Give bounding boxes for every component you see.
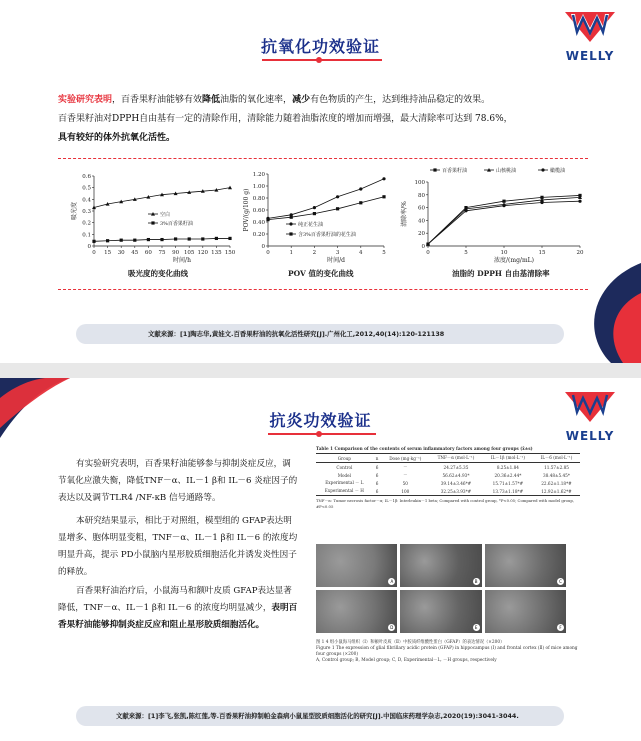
table-cell: Model bbox=[337, 472, 351, 478]
divider-top bbox=[58, 158, 588, 159]
micrograph-label: E bbox=[473, 624, 480, 631]
data-point bbox=[426, 242, 429, 245]
title-underline bbox=[262, 59, 382, 61]
table-header-cell: n bbox=[375, 455, 379, 461]
paragraph-text: ，百香果籽油能够有效 bbox=[112, 95, 203, 105]
x-tick-label: 1 bbox=[289, 250, 293, 256]
table-cell: 6 bbox=[375, 464, 379, 470]
dpph-chart bbox=[398, 162, 588, 268]
intro-paragraph bbox=[58, 91, 578, 148]
table-header-cell: Group bbox=[337, 455, 351, 461]
figure-caption-cn: 图 1 4 组小鼠海马组织（Ⅰ）和额叶皮质（Ⅱ）中胶质纤维酸性蛋白（GFAP）的表达情况（×200） bbox=[316, 640, 505, 645]
data-point bbox=[289, 222, 292, 225]
micrograph-image bbox=[400, 544, 481, 587]
slide-antioxidant bbox=[0, 0, 641, 363]
chart-caption: POV 值的变化曲线 bbox=[288, 269, 354, 278]
x-tick-label: 0 bbox=[92, 250, 96, 256]
title-underline-dot bbox=[316, 57, 322, 63]
series-line bbox=[268, 197, 384, 220]
table-cell: 39.14±3.46*# bbox=[440, 480, 472, 486]
pov-chart bbox=[242, 168, 392, 268]
series-line bbox=[94, 188, 230, 208]
legend bbox=[148, 211, 193, 227]
data-point bbox=[106, 239, 109, 242]
table-header-cell: Dose (mg·kg⁻¹) bbox=[389, 455, 422, 461]
data-point bbox=[313, 212, 316, 215]
x-axis-label: 浓度/(mg/mL) bbox=[494, 257, 534, 264]
y-axis-label: 清除率/% bbox=[401, 201, 408, 227]
logo-text: WELLY bbox=[565, 49, 615, 63]
legend-label: 纯正花生油 bbox=[298, 222, 324, 228]
logo-text: WELLY bbox=[565, 429, 615, 443]
table-cell: 6 bbox=[375, 472, 379, 478]
data-point bbox=[133, 239, 136, 242]
y-axis-label: 吸光度 bbox=[71, 201, 78, 221]
chart-caption: 吸光度的变化曲线 bbox=[128, 269, 188, 278]
y-tick-label: 0.4 bbox=[82, 197, 91, 204]
y-tick-label: 0.5 bbox=[82, 185, 91, 192]
title-underline bbox=[268, 433, 376, 435]
x-tick-label: 5 bbox=[382, 250, 386, 256]
slide-anti-inflammatory bbox=[0, 378, 641, 741]
data-point bbox=[359, 187, 362, 190]
y-tick-label: 0.80 bbox=[252, 196, 265, 202]
y-tick-label: 80 bbox=[418, 192, 425, 199]
x-axis-label: 时间/h bbox=[173, 257, 191, 264]
figure-caption-legend: A, Control group; B, Model group; C, D, Experimental－L, －H groups, respectively bbox=[316, 658, 497, 663]
data-point bbox=[382, 195, 385, 198]
paragraph-3 bbox=[58, 583, 298, 634]
x-tick-label: 0 bbox=[266, 250, 270, 256]
x-tick-label: 3 bbox=[335, 250, 340, 256]
legend-label: 含3%百香果籽油的花生油 bbox=[298, 232, 356, 238]
table-cell: 56.62±4.93* bbox=[442, 472, 470, 478]
data-point bbox=[266, 218, 269, 221]
y-tick-label: 0.40 bbox=[252, 220, 265, 226]
paragraph-2: 本研究结果显示，相比于对照组，模型组的 GFAP表达明显增多、胞体明显变粗，TNF－α、IL－1 β和 IL－6 的浓度均明显升高，提示 PD小鼠脑内星形胶质细胞活化并诱发炎性因子的释放。 bbox=[58, 516, 298, 577]
paragraph-conclusion: 具有较好的体外抗氧化活性。 bbox=[58, 133, 176, 143]
table-cell: 11.57±2.85 bbox=[544, 464, 569, 470]
data-point bbox=[540, 201, 543, 204]
data-point bbox=[160, 238, 163, 241]
y-tick-label: 1.00 bbox=[252, 184, 265, 190]
data-point bbox=[215, 237, 218, 240]
x-tick-label: 75 bbox=[158, 250, 166, 256]
table-cell: Experimental － L bbox=[325, 480, 364, 485]
data-point bbox=[359, 201, 362, 204]
micrograph-label: F bbox=[557, 624, 564, 631]
x-tick-label: 45 bbox=[131, 250, 139, 256]
data-point bbox=[147, 238, 150, 241]
y-tick-label: 40 bbox=[418, 218, 425, 225]
series-1 bbox=[92, 237, 231, 243]
table-caption: Table 1 Comparison of the contents of serum inflammatory factors among four groups (x̄±s) bbox=[316, 446, 533, 451]
y-axis-label: POV/(g/100 g) bbox=[243, 188, 250, 232]
x-tick-label: 4 bbox=[359, 250, 363, 256]
paragraph-text: 百香果籽油治疗后，小鼠海马和额叶皮质 GFAP表达显著降低，TNF－α、IL－1 β和 IL－6 的浓度均明显减少， bbox=[58, 586, 292, 613]
y-tick-label: 0.1 bbox=[82, 232, 91, 239]
divider-bottom bbox=[58, 289, 588, 290]
x-tick-label: 105 bbox=[183, 250, 195, 256]
absorbance-chart bbox=[70, 168, 240, 268]
legend-label: 3%百香果籽油 bbox=[160, 221, 193, 227]
paragraph-1: 有实验研究表明，百香果籽油能够参与抑制炎症反应，调节氧化应激失衡，降低TNF－α、IL－1 β和 IL－6 炎症因子的表达以及调节TLR4 /NF-κB 信号通路等。 bbox=[58, 459, 298, 503]
micrograph-image bbox=[485, 590, 566, 633]
y-tick-label: 0 bbox=[261, 244, 265, 250]
x-tick-label: 120 bbox=[197, 250, 209, 256]
x-tick-label: 30 bbox=[117, 250, 125, 256]
data-point bbox=[336, 207, 339, 210]
data-point bbox=[336, 195, 339, 198]
micrograph-label: D bbox=[390, 625, 394, 630]
series-1 bbox=[426, 195, 582, 245]
data-point bbox=[188, 237, 191, 240]
legend bbox=[286, 221, 356, 238]
figure-caption bbox=[316, 640, 584, 664]
source-citation: 文献来源：[1]李飞,张凯,陈红莲,等.百香果籽油抑制帕金森病小鼠星型胶质细胞活化的研究[J].中国临床药理学杂志,2020(19):3041-3044. bbox=[76, 706, 564, 726]
series-2 bbox=[426, 200, 581, 246]
table-cell: 32.25±3.93*# bbox=[440, 488, 472, 494]
y-tick-label: 0 bbox=[87, 244, 91, 250]
table-header-cell: IL－1β (mol·L⁻¹) bbox=[490, 455, 525, 460]
bold-text: 降低 bbox=[202, 95, 221, 105]
data-point bbox=[464, 209, 467, 212]
micrograph-label: A bbox=[388, 578, 395, 585]
table-cell: 12.92±1.62*# bbox=[541, 488, 572, 494]
series-0 bbox=[92, 186, 232, 209]
micrograph-label: C bbox=[557, 578, 564, 585]
y-tick-label: 0.3 bbox=[82, 209, 91, 215]
table-cell: Experimental － H bbox=[324, 488, 364, 493]
table-row bbox=[316, 471, 580, 479]
chart-caption: 油脂的 DPPH 自由基清除率 bbox=[452, 269, 550, 278]
x-tick-label: 90 bbox=[172, 250, 180, 256]
y-tick-label: 0 bbox=[421, 244, 425, 250]
chart-svg bbox=[242, 168, 392, 268]
y-tick-label: 20 bbox=[418, 231, 425, 238]
data-point bbox=[578, 200, 581, 203]
x-tick-label: 5 bbox=[464, 250, 468, 256]
series-1 bbox=[266, 195, 385, 221]
y-tick-label: 0.2 bbox=[82, 220, 91, 227]
legend bbox=[430, 167, 565, 174]
data-point bbox=[290, 216, 293, 219]
data-point bbox=[92, 240, 95, 243]
x-tick-label: 15 bbox=[104, 250, 112, 256]
page-title: 抗炎功效验证 bbox=[269, 411, 372, 430]
paragraph-line: 百香果籽油对DPPH自由基有一定的清除作用，清除能力随着油脂浓度的增加而增强，最大清除率可达到 78.6%， bbox=[58, 114, 513, 124]
y-tick-label: 0.6 bbox=[82, 174, 91, 180]
table-cell: 15.71±1.57*# bbox=[492, 480, 524, 486]
data-point bbox=[502, 204, 505, 207]
y-tick-label: 60 bbox=[418, 205, 425, 212]
table-cell: 22.62±1.18*# bbox=[541, 480, 572, 486]
table-cell: 38.48±5.45* bbox=[543, 472, 570, 478]
data-point bbox=[174, 237, 177, 240]
table-cell: 6 bbox=[375, 480, 379, 486]
body-column bbox=[58, 456, 298, 634]
table-cell: 13.73±1.18*# bbox=[492, 488, 524, 494]
x-tick-label: 2 bbox=[312, 250, 317, 256]
table-cell: 50 bbox=[402, 480, 408, 486]
data-point bbox=[502, 200, 505, 203]
legend-label: 百香果籽油 bbox=[442, 168, 468, 174]
table-cell: 24.27±5.35 bbox=[443, 464, 469, 470]
data-point bbox=[382, 177, 385, 180]
data-point bbox=[228, 237, 231, 240]
table-cell: － bbox=[403, 464, 408, 469]
table-cell: － bbox=[403, 472, 408, 477]
y-tick-label: 0.20 bbox=[252, 232, 265, 238]
data-point bbox=[433, 168, 436, 171]
table-note: TNF－α: Tumor necrosis factor－α; IL－1β: Interleukin－1 beta; Compared with control group, *P<0.05; Compared with model group, #P<0.05 bbox=[316, 498, 574, 509]
paragraph-text: 油脂的氧化速率， bbox=[220, 95, 293, 105]
chart-svg bbox=[70, 168, 240, 268]
title-underline-dot bbox=[316, 431, 322, 437]
micrograph-label: B bbox=[473, 578, 480, 585]
table-row bbox=[316, 487, 580, 496]
y-tick-label: 0.60 bbox=[252, 208, 265, 214]
table-row bbox=[316, 463, 580, 472]
micrograph-image bbox=[400, 590, 481, 633]
legend-label: 空白 bbox=[160, 212, 171, 218]
y-tick-label: 1.20 bbox=[252, 172, 265, 178]
micrograph-image bbox=[316, 544, 397, 587]
x-tick-label: 60 bbox=[144, 250, 152, 256]
table-row bbox=[316, 479, 580, 487]
x-tick-label: 15 bbox=[538, 250, 546, 256]
table-header-cell: IL－6 (mol·L⁻¹) bbox=[540, 455, 573, 460]
bold-conclusion: 表明百香果籽油能够抑制炎症反应和阻止星形胶质细胞活化。 bbox=[58, 603, 298, 630]
table-cell: Control bbox=[336, 464, 353, 470]
data-point bbox=[289, 232, 292, 235]
series-line bbox=[268, 179, 384, 219]
data-point bbox=[201, 237, 204, 240]
micrograph-image bbox=[485, 544, 566, 587]
micrograph-grid bbox=[316, 544, 566, 633]
micrograph-image bbox=[316, 590, 397, 633]
x-tick-label: 20 bbox=[576, 250, 584, 256]
x-axis-label: 时间/d bbox=[327, 257, 345, 264]
table-cell: 8.25±1.84 bbox=[496, 464, 519, 470]
x-tick-label: 0 bbox=[426, 250, 430, 256]
table-cell: 6 bbox=[375, 488, 379, 494]
highlight-text: 实验研究表明 bbox=[58, 95, 113, 105]
legend-label: 橄榄油 bbox=[550, 168, 566, 174]
y-tick-label: 100 bbox=[414, 180, 425, 186]
paragraph-text: 有色物质的产生，达到维持油品稳定的效果。 bbox=[310, 95, 491, 105]
table-header-cell: TNF－α (mol·L⁻¹) bbox=[437, 455, 475, 460]
table-cell: 100 bbox=[401, 488, 410, 494]
bold-text: 减少 bbox=[292, 95, 311, 105]
data-point bbox=[313, 206, 316, 209]
figure-caption-en: Figure 1 The expression of glial fibrillary acidic protein (GFAP) in hippocampus (Ⅰ) and frontal cortex (Ⅱ) of mice among four groups (×200) bbox=[316, 646, 578, 657]
legend-label: 山核桃油 bbox=[496, 168, 517, 174]
x-tick-label: 135 bbox=[211, 250, 222, 256]
table-cell: 20.36±2.44* bbox=[494, 472, 522, 478]
inflammatory-factors-table bbox=[316, 446, 580, 509]
data-point bbox=[120, 239, 123, 242]
page-title: 抗氧化功效验证 bbox=[260, 37, 380, 56]
series-0 bbox=[266, 177, 385, 220]
data-point bbox=[228, 186, 232, 190]
x-tick-label: 10 bbox=[500, 250, 508, 256]
x-tick-label: 150 bbox=[224, 250, 236, 256]
data-point bbox=[151, 221, 154, 224]
chart-svg bbox=[398, 162, 588, 268]
source-citation: 文献来源：[1]陶志华,黄娃文.百香果籽油的抗氧化活性研究[J].广州化工,2012,40(14):120-121138 bbox=[76, 324, 564, 344]
data-point bbox=[541, 168, 544, 171]
